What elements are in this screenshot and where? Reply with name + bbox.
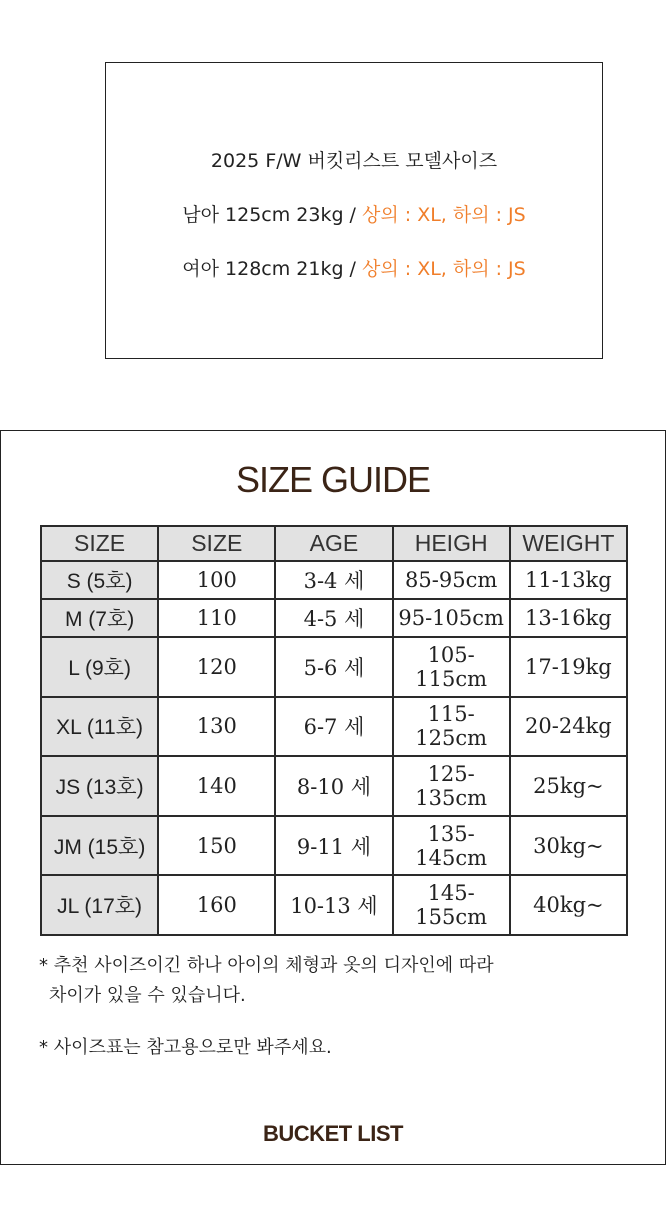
table-row [41,756,627,816]
table-cell: 85-95cm [393,561,510,599]
table-cell: 100 [158,561,275,599]
table-row [41,561,627,599]
table-cell: 95-105cm [393,599,510,637]
table-cell: 13-16kg [510,599,627,637]
size-notes [39,951,639,1063]
table-cell: 140 [158,756,275,816]
table-cell: 6-7 세 [275,697,392,757]
girl-model-info [106,254,602,281]
header-cell: HEIGH [393,526,510,561]
table-cell: 10-13 세 [275,875,392,935]
table-row [41,875,627,935]
table-row [41,599,627,637]
table-cell: 130 [158,697,275,757]
size-label-cell: JS (13호) [41,756,158,816]
note-recommend-line2: 차이가 있을 수 있습니다. [49,985,246,1006]
boy-model-sizes: 상의 : XL, 하의 : JS [362,204,526,226]
table-header-row [41,526,627,561]
size-label-cell: JM (15호) [41,816,158,876]
model-size-title: 2025 F/W 버킷리스트 모델사이즈 [210,150,498,172]
table-cell: 11-13kg [510,561,627,599]
header-cell: SIZE [41,526,158,561]
size-guide-box [0,430,666,1165]
model-size-box [105,62,603,359]
table-cell: 110 [158,599,275,637]
note-reference: * 사이즈표는 참고용으로만 봐주세요. [39,1037,332,1058]
girl-model-sizes: 상의 : XL, 하의 : JS [362,258,526,280]
size-table [40,525,628,936]
table-cell: 40kg~ [510,875,627,935]
table-cell: 135-145cm [393,816,510,876]
table-cell: 17-19kg [510,637,627,697]
table-cell: 160 [158,875,275,935]
size-label-cell: XL (11호) [41,697,158,757]
boy-model-info [106,200,602,227]
table-cell: 30kg~ [510,816,627,876]
table-cell: 125-135cm [393,756,510,816]
table-cell: 5-6 세 [275,637,392,697]
note-recommend-line1: * 추천 사이즈이긴 하나 아이의 체형과 옷의 디자인에 따라 [39,955,494,976]
header-cell: SIZE [158,526,275,561]
table-cell: 3-4 세 [275,561,392,599]
table-cell: 4-5 세 [275,599,392,637]
table-cell: 120 [158,637,275,697]
header-cell: WEIGHT [510,526,627,561]
table-row [41,637,627,697]
table-cell: 25kg~ [510,756,627,816]
header-cell: AGE [275,526,392,561]
table-row [41,816,627,876]
size-label-cell: M (7호) [41,599,158,637]
size-label-cell: L (9호) [41,637,158,697]
table-cell: 9-11 세 [275,816,392,876]
table-row [41,697,627,757]
size-guide-title: SIZE GUIDE [235,459,431,500]
table-cell: 8-10 세 [275,756,392,816]
size-label-cell: S (5호) [41,561,158,599]
table-cell: 20-24kg [510,697,627,757]
brand-name: BUCKET LIST [263,1121,403,1146]
size-label-cell: JL (17호) [41,875,158,935]
table-cell: 145-155cm [393,875,510,935]
girl-model-measure: 여아 128cm 21kg / [182,258,362,280]
boy-model-measure: 남아 125cm 23kg / [182,204,362,226]
table-cell: 150 [158,816,275,876]
table-cell: 115-125cm [393,697,510,757]
table-cell: 105-115cm [393,637,510,697]
